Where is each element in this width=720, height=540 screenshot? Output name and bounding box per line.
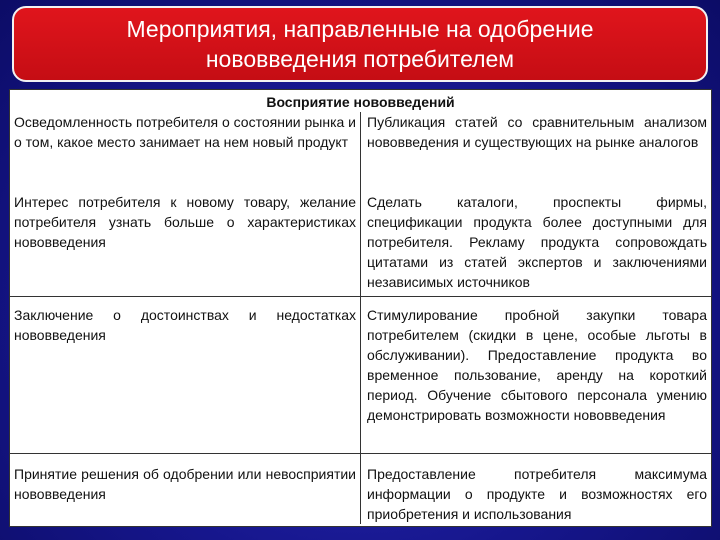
table-header: Восприятие нововведений <box>266 94 455 110</box>
measures-table <box>10 90 711 524</box>
table-row <box>10 192 711 297</box>
stage-cell: Заключение о достоинствах и недостатках нововведения <box>10 297 361 454</box>
measure-cell: Предоставление потребителя максимума информации о продукте и возможностях его приобретения и использования <box>361 454 712 525</box>
slide-title <box>127 14 594 74</box>
stage-cell: Интерес потребителя к новому товару, желание потребителя узнать больше о характеристиках нововведения <box>10 192 361 297</box>
slide-title-line-2: нововведения потребителем <box>205 46 515 72</box>
stage-cell: Осведомленность потребителя о состоянии рынка и о том, какое место занимает на нем новый продукт <box>10 112 361 192</box>
measure-cell: Сделать каталоги, проспекты фирмы, спецификации продукта более доступными для потребителя. Рекламу продукта сопровождать цитатами из статей экспертов и заключениями независимых источников <box>367 194 707 290</box>
slide-title-line-1: Мероприятия, направленные на одобрение <box>126 16 594 42</box>
measure-cell: Стимулирование пробной закупки товара потребителем (скидки в цене, особые льготы в обслуживании). Предоставление продукта во временное пользование, аренду на короткий период. Обучение сбытового персонала умению демонстрировать возможности нововведения <box>361 297 712 454</box>
table-row <box>10 454 711 525</box>
table-row <box>10 297 711 454</box>
measure-cell: Публикация статей со сравнительным анализом нововведения и существующих на рынке аналогов <box>367 114 707 150</box>
stage-cell: Принятие решения об одобрении или невосприятии нововведения <box>10 454 361 525</box>
slide-title-banner <box>12 6 708 82</box>
table-row <box>10 112 711 192</box>
measures-table-document <box>9 89 712 527</box>
